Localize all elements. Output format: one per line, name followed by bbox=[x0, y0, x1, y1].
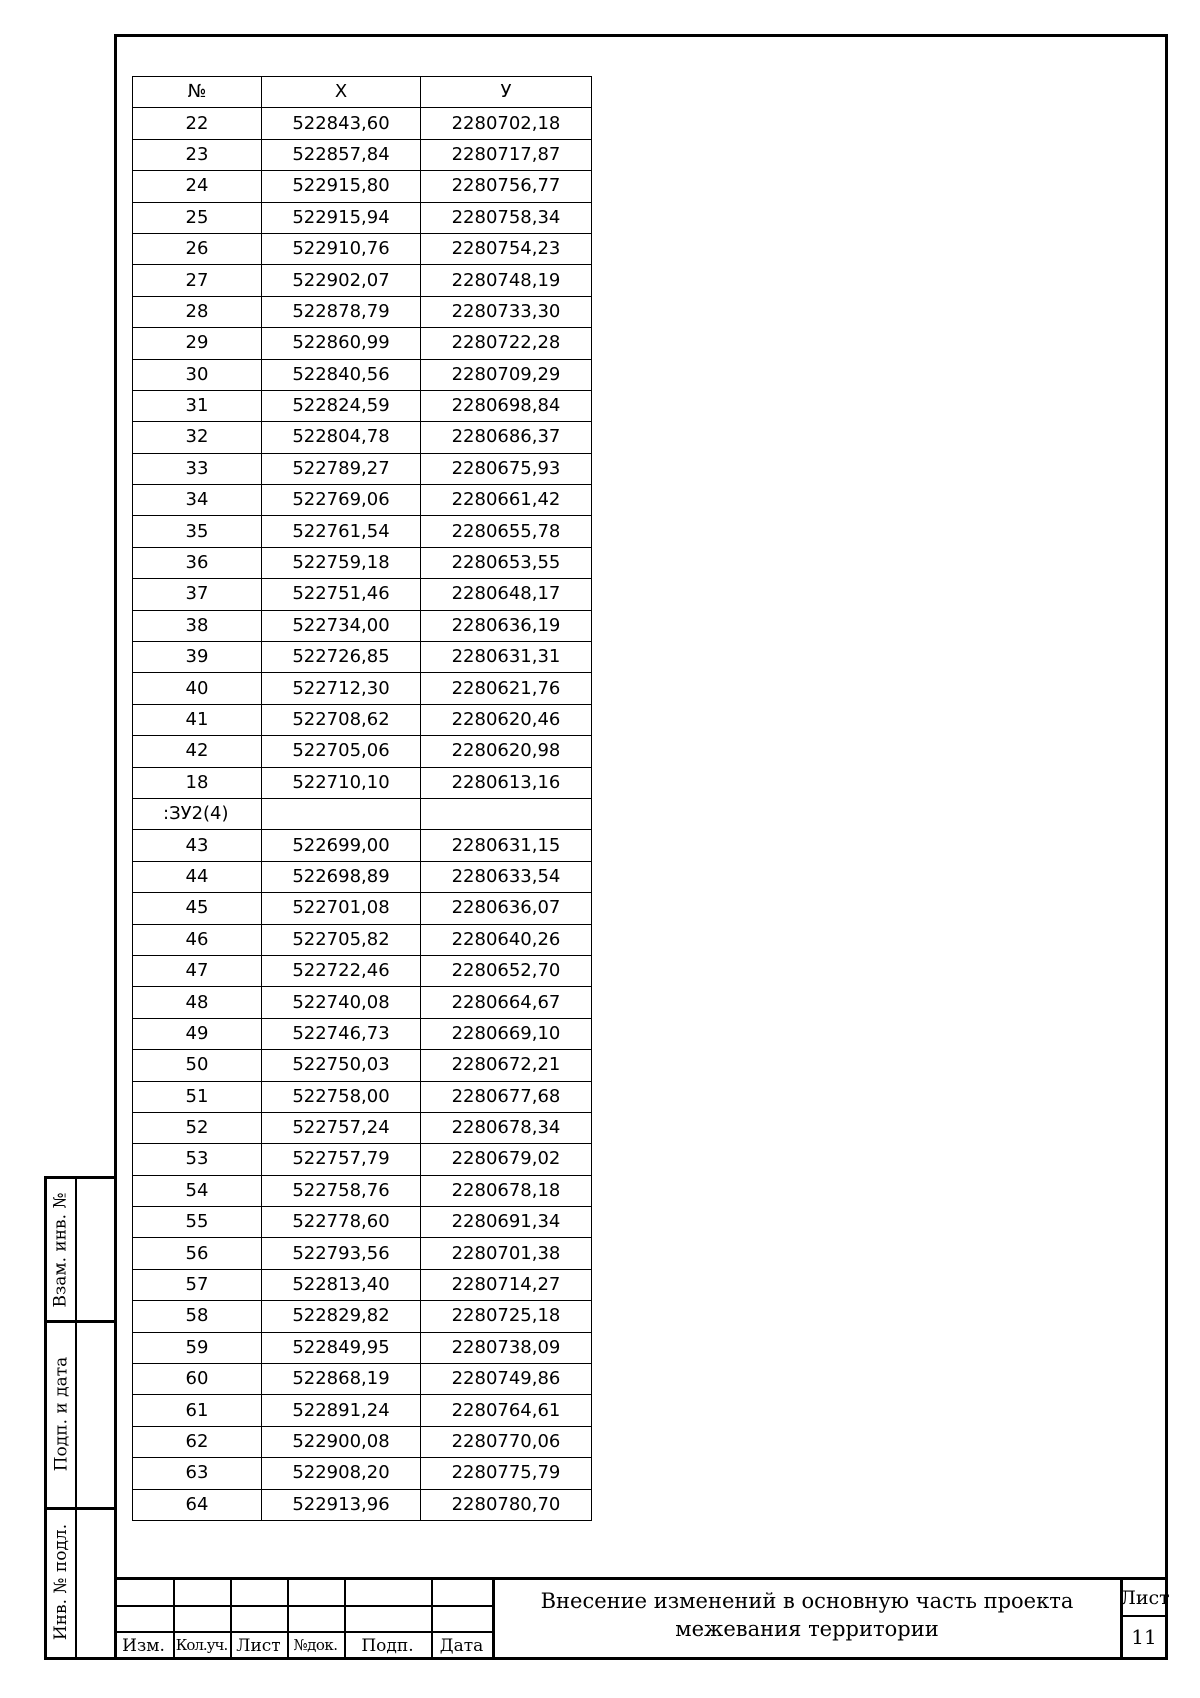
x-coordinate: 522789,27 bbox=[262, 453, 421, 484]
y-coordinate: 2280701,38 bbox=[421, 1238, 592, 1269]
title-block-row-line bbox=[114, 1631, 492, 1633]
y-coordinate: 2280714,27 bbox=[421, 1269, 592, 1300]
x-coordinate: 522868,19 bbox=[262, 1364, 421, 1395]
table-row bbox=[133, 987, 592, 1018]
table-row bbox=[133, 1269, 592, 1300]
point-number: 18 bbox=[133, 767, 262, 798]
point-number: 28 bbox=[133, 296, 262, 327]
point-number: 42 bbox=[133, 736, 262, 767]
table-row bbox=[133, 1207, 592, 1238]
x-coordinate: 522878,79 bbox=[262, 296, 421, 327]
table-row bbox=[133, 955, 592, 986]
y-coordinate: 2280675,93 bbox=[421, 453, 592, 484]
x-coordinate: 522910,76 bbox=[262, 233, 421, 264]
point-number: 48 bbox=[133, 987, 262, 1018]
table-row bbox=[133, 610, 592, 641]
table-row bbox=[133, 139, 592, 170]
x-coordinate: 522740,08 bbox=[262, 987, 421, 1018]
point-number: 41 bbox=[133, 704, 262, 735]
x-coordinate: 522915,80 bbox=[262, 171, 421, 202]
point-number: 51 bbox=[133, 1081, 262, 1112]
y-coordinate: 2280636,19 bbox=[421, 610, 592, 641]
side-stamp bbox=[44, 1176, 116, 1660]
x-coordinate: 522902,07 bbox=[262, 265, 421, 296]
y-coordinate: 2280698,84 bbox=[421, 390, 592, 421]
x-coordinate: 522849,95 bbox=[262, 1332, 421, 1363]
x-coordinate: 522708,62 bbox=[262, 704, 421, 735]
table-row bbox=[133, 924, 592, 955]
y-coordinate: 2280733,30 bbox=[421, 296, 592, 327]
section-label: :ЗУ2(4) bbox=[133, 798, 262, 829]
point-number: 64 bbox=[133, 1489, 262, 1520]
x-coordinate: 522758,00 bbox=[262, 1081, 421, 1112]
point-number: 31 bbox=[133, 390, 262, 421]
y-coordinate: 2280758,34 bbox=[421, 202, 592, 233]
table-row bbox=[133, 453, 592, 484]
table-row bbox=[133, 861, 592, 892]
table-row bbox=[133, 893, 592, 924]
point-number: 43 bbox=[133, 830, 262, 861]
y-coordinate: 2280722,28 bbox=[421, 328, 592, 359]
y-coordinate: 2280756,77 bbox=[421, 171, 592, 202]
data-label: Дата bbox=[439, 1636, 484, 1656]
y-coordinate: 2280620,46 bbox=[421, 704, 592, 735]
y-coordinate: 2280661,42 bbox=[421, 485, 592, 516]
y-coordinate: 2280702,18 bbox=[421, 108, 592, 139]
point-number: 56 bbox=[133, 1238, 262, 1269]
x-coordinate: 522824,59 bbox=[262, 390, 421, 421]
table-row bbox=[133, 1144, 592, 1175]
table-row bbox=[133, 1175, 592, 1206]
sheet-number: 11 bbox=[1131, 1625, 1157, 1649]
x-coordinate: 522726,85 bbox=[262, 642, 421, 673]
sheet-label: Лист bbox=[1120, 1587, 1170, 1609]
point-number: 32 bbox=[133, 422, 262, 453]
x-coordinate: 522900,08 bbox=[262, 1426, 421, 1457]
x-coordinate: 522705,82 bbox=[262, 924, 421, 955]
table-row bbox=[133, 233, 592, 264]
table-row bbox=[133, 579, 592, 610]
table-row bbox=[133, 108, 592, 139]
point-number: 33 bbox=[133, 453, 262, 484]
y-coordinate: 2280725,18 bbox=[421, 1301, 592, 1332]
x-coordinate: 522722,46 bbox=[262, 955, 421, 986]
y-coordinate: 2280738,09 bbox=[421, 1332, 592, 1363]
koluch-label: Кол.уч. bbox=[175, 1636, 228, 1654]
side-stamp-podp-label: Подп. и дата bbox=[51, 1356, 72, 1471]
point-number: 58 bbox=[133, 1301, 262, 1332]
y-coordinate: 2280648,17 bbox=[421, 579, 592, 610]
table-row bbox=[133, 422, 592, 453]
table-row bbox=[133, 1426, 592, 1457]
point-number: 49 bbox=[133, 1018, 262, 1049]
x-coordinate: 522804,78 bbox=[262, 422, 421, 453]
coordinates-table bbox=[132, 76, 592, 1521]
point-number: 45 bbox=[133, 893, 262, 924]
side-stamp-vzam-label: Взам. инв. № bbox=[51, 1191, 71, 1308]
point-number: 63 bbox=[133, 1458, 262, 1489]
header-x: X bbox=[262, 77, 421, 108]
point-number: 47 bbox=[133, 955, 262, 986]
table-row bbox=[133, 767, 592, 798]
title-block bbox=[114, 1577, 1168, 1660]
table-row bbox=[133, 704, 592, 735]
y-coordinate: 2280652,70 bbox=[421, 955, 592, 986]
table-row bbox=[133, 171, 592, 202]
y-coordinate: 2280749,86 bbox=[421, 1364, 592, 1395]
point-number: 44 bbox=[133, 861, 262, 892]
point-number: 26 bbox=[133, 233, 262, 264]
point-number: 39 bbox=[133, 642, 262, 673]
table-row bbox=[133, 1332, 592, 1363]
table-row bbox=[133, 642, 592, 673]
x-coordinate: 522860,99 bbox=[262, 328, 421, 359]
y-coordinate: 2280686,37 bbox=[421, 422, 592, 453]
table-row bbox=[133, 202, 592, 233]
x-coordinate: 522915,94 bbox=[262, 202, 421, 233]
x-coordinate: 522908,20 bbox=[262, 1458, 421, 1489]
x-coordinate: 522778,60 bbox=[262, 1207, 421, 1238]
table-row bbox=[133, 673, 592, 704]
document-title bbox=[492, 1587, 1122, 1643]
y-coordinate: 2280636,07 bbox=[421, 893, 592, 924]
x-coordinate: 522761,54 bbox=[262, 516, 421, 547]
document-title-line1: Внесение изменений в основную часть проекта bbox=[540, 1589, 1074, 1613]
x-coordinate: 522891,24 bbox=[262, 1395, 421, 1426]
point-number: 54 bbox=[133, 1175, 262, 1206]
x-coordinate: 522746,73 bbox=[262, 1018, 421, 1049]
x-coordinate: 522698,89 bbox=[262, 861, 421, 892]
y-coordinate: 2280709,29 bbox=[421, 359, 592, 390]
x-coordinate: 522769,06 bbox=[262, 485, 421, 516]
sheet-cell-line bbox=[1120, 1615, 1168, 1617]
point-number: 40 bbox=[133, 673, 262, 704]
y-coordinate: 2280717,87 bbox=[421, 139, 592, 170]
table-header-row bbox=[133, 77, 592, 108]
side-stamp-divider bbox=[75, 1179, 77, 1657]
y-coordinate: 2280679,02 bbox=[421, 1144, 592, 1175]
side-stamp-podp bbox=[47, 1320, 75, 1507]
x-coordinate: 522913,96 bbox=[262, 1489, 421, 1520]
table-row bbox=[133, 1081, 592, 1112]
x-coordinate: 522699,00 bbox=[262, 830, 421, 861]
table-row bbox=[133, 1364, 592, 1395]
table-row bbox=[133, 516, 592, 547]
point-number: 52 bbox=[133, 1112, 262, 1143]
table-row bbox=[133, 736, 592, 767]
list-label: Лист bbox=[236, 1636, 281, 1656]
y-coordinate: 2280669,10 bbox=[421, 1018, 592, 1049]
izm-label: Изм. bbox=[122, 1636, 165, 1656]
x-coordinate: 522712,30 bbox=[262, 673, 421, 704]
side-stamp-inv bbox=[47, 1507, 75, 1657]
x-coordinate: 522758,76 bbox=[262, 1175, 421, 1206]
table-row bbox=[133, 1458, 592, 1489]
table-row bbox=[133, 265, 592, 296]
point-number: 57 bbox=[133, 1269, 262, 1300]
point-number: 35 bbox=[133, 516, 262, 547]
x-coordinate bbox=[262, 798, 421, 829]
y-coordinate: 2280620,98 bbox=[421, 736, 592, 767]
table-row bbox=[133, 547, 592, 578]
table-row bbox=[133, 1018, 592, 1049]
side-stamp-inv-label: Инв. № подл. bbox=[51, 1523, 72, 1641]
table-row bbox=[133, 296, 592, 327]
x-coordinate: 522793,56 bbox=[262, 1238, 421, 1269]
y-coordinate: 2280640,26 bbox=[421, 924, 592, 955]
y-coordinate: 2280780,70 bbox=[421, 1489, 592, 1520]
table-row bbox=[133, 1050, 592, 1081]
section-row bbox=[133, 798, 592, 829]
document-title-line2: межевания территории bbox=[675, 1617, 939, 1641]
x-coordinate: 522734,00 bbox=[262, 610, 421, 641]
table-row bbox=[133, 1238, 592, 1269]
y-coordinate bbox=[421, 798, 592, 829]
point-number: 34 bbox=[133, 485, 262, 516]
point-number: 50 bbox=[133, 1050, 262, 1081]
x-coordinate: 522829,82 bbox=[262, 1301, 421, 1332]
table-row bbox=[133, 359, 592, 390]
point-number: 38 bbox=[133, 610, 262, 641]
title-block-row-line bbox=[114, 1605, 492, 1607]
ndok-label: №док. bbox=[293, 1636, 338, 1654]
y-coordinate: 2280653,55 bbox=[421, 547, 592, 578]
point-number: 59 bbox=[133, 1332, 262, 1363]
y-coordinate: 2280672,21 bbox=[421, 1050, 592, 1081]
x-coordinate: 522701,08 bbox=[262, 893, 421, 924]
point-number: 62 bbox=[133, 1426, 262, 1457]
table-row bbox=[133, 390, 592, 421]
x-coordinate: 522757,79 bbox=[262, 1144, 421, 1175]
point-number: 30 bbox=[133, 359, 262, 390]
table-row bbox=[133, 485, 592, 516]
table-row bbox=[133, 830, 592, 861]
point-number: 25 bbox=[133, 202, 262, 233]
y-coordinate: 2280748,19 bbox=[421, 265, 592, 296]
header-y: У bbox=[421, 77, 592, 108]
x-coordinate: 522710,10 bbox=[262, 767, 421, 798]
point-number: 24 bbox=[133, 171, 262, 202]
x-coordinate: 522757,24 bbox=[262, 1112, 421, 1143]
x-coordinate: 522705,06 bbox=[262, 736, 421, 767]
y-coordinate: 2280678,34 bbox=[421, 1112, 592, 1143]
x-coordinate: 522857,84 bbox=[262, 139, 421, 170]
y-coordinate: 2280678,18 bbox=[421, 1175, 592, 1206]
y-coordinate: 2280621,76 bbox=[421, 673, 592, 704]
table-row bbox=[133, 1112, 592, 1143]
point-number: 37 bbox=[133, 579, 262, 610]
header-number: № bbox=[133, 77, 262, 108]
side-stamp-vzam bbox=[47, 1179, 75, 1320]
point-number: 36 bbox=[133, 547, 262, 578]
point-number: 46 bbox=[133, 924, 262, 955]
title-block-top-line bbox=[114, 1577, 1168, 1580]
x-coordinate: 522843,60 bbox=[262, 108, 421, 139]
y-coordinate: 2280770,06 bbox=[421, 1426, 592, 1457]
point-number: 53 bbox=[133, 1144, 262, 1175]
y-coordinate: 2280613,16 bbox=[421, 767, 592, 798]
table-row bbox=[133, 1395, 592, 1426]
y-coordinate: 2280631,15 bbox=[421, 830, 592, 861]
x-coordinate: 522840,56 bbox=[262, 359, 421, 390]
podp-label: Подп. bbox=[361, 1636, 414, 1656]
table-row bbox=[133, 328, 592, 359]
point-number: 23 bbox=[133, 139, 262, 170]
point-number: 29 bbox=[133, 328, 262, 359]
y-coordinate: 2280775,79 bbox=[421, 1458, 592, 1489]
point-number: 61 bbox=[133, 1395, 262, 1426]
table-row bbox=[133, 1489, 592, 1520]
y-coordinate: 2280633,54 bbox=[421, 861, 592, 892]
x-coordinate: 522759,18 bbox=[262, 547, 421, 578]
point-number: 22 bbox=[133, 108, 262, 139]
table-row bbox=[133, 1301, 592, 1332]
y-coordinate: 2280754,23 bbox=[421, 233, 592, 264]
point-number: 27 bbox=[133, 265, 262, 296]
y-coordinate: 2280764,61 bbox=[421, 1395, 592, 1426]
point-number: 60 bbox=[133, 1364, 262, 1395]
x-coordinate: 522813,40 bbox=[262, 1269, 421, 1300]
y-coordinate: 2280655,78 bbox=[421, 516, 592, 547]
x-coordinate: 522751,46 bbox=[262, 579, 421, 610]
y-coordinate: 2280631,31 bbox=[421, 642, 592, 673]
y-coordinate: 2280664,67 bbox=[421, 987, 592, 1018]
x-coordinate: 522750,03 bbox=[262, 1050, 421, 1081]
point-number: 55 bbox=[133, 1207, 262, 1238]
y-coordinate: 2280677,68 bbox=[421, 1081, 592, 1112]
y-coordinate: 2280691,34 bbox=[421, 1207, 592, 1238]
